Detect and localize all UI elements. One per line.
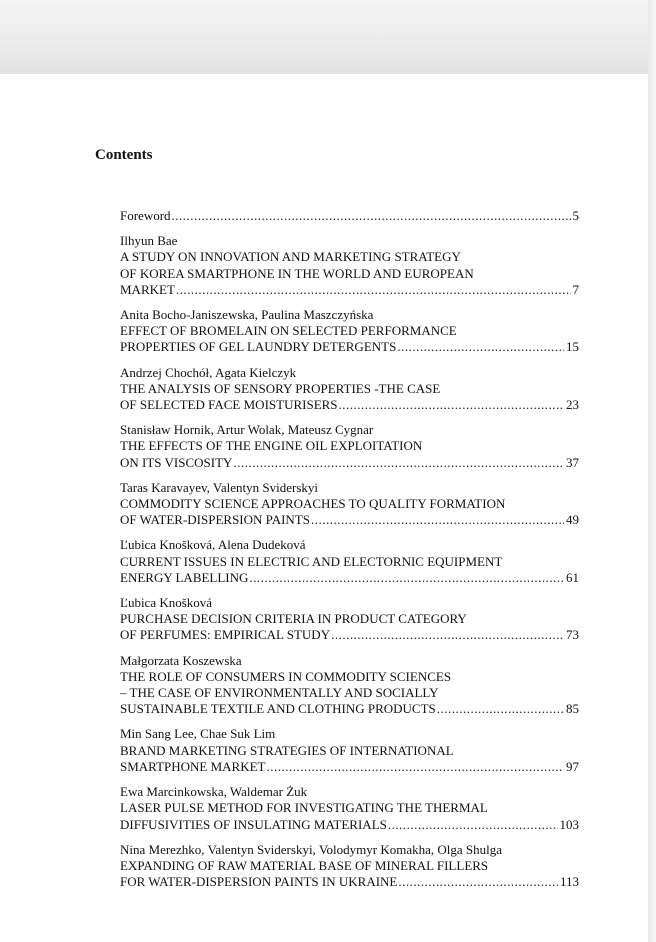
toc-entry-title-line: PURCHASE DECISION CRITERIA IN PRODUCT CATEGORY — [120, 611, 467, 627]
toc-entry-authors: Małgorzata Koszewska — [120, 652, 242, 668]
toc-entry-title-last-line — [120, 339, 579, 355]
toc-entry-title-line: A STUDY ON INNOVATION AND MARKETING STRATEGY — [120, 249, 461, 265]
contents-heading: Contents — [95, 147, 153, 163]
toc-entry-authors: Taras Karavayev, Valentyn Sviderskyi — [120, 479, 319, 495]
toc-entry[interactable] — [120, 595, 579, 644]
toc-entry-authors: Ľubica Knošková, Alena Dudeková — [120, 537, 306, 553]
dot-leader — [388, 817, 558, 833]
toc-entry-title-line: THE EFFECTS OF THE ENGINE OIL EXPLOITATION — [120, 438, 423, 454]
toc-entry-authors: Ewa Marcinkowska, Waldemar Żuk — [120, 784, 308, 800]
toc-foreword-page: 5 — [572, 208, 579, 223]
dot-leader — [397, 339, 564, 355]
toc-entry-title-last-line — [120, 759, 579, 775]
toc-entry-page-number: 103 — [559, 816, 579, 832]
dot-leader — [266, 759, 564, 775]
dot-leader — [233, 455, 564, 471]
toc-entry-page-number: 85 — [566, 701, 579, 717]
toc-entry-page-number: 73 — [566, 627, 579, 643]
toc-entry-page-number: 37 — [566, 454, 579, 470]
toc-entry-page-number: 61 — [566, 569, 579, 585]
toc-entry-title-line: COMMODITY SCIENCE APPROACHES TO QUALITY FORMATION — [120, 496, 506, 512]
toc-entry-title-line: OF KOREA SMARTPHONE IN THE WORLD AND EUROPEAN — [120, 265, 474, 281]
toc-foreword-line — [120, 208, 579, 224]
toc-entry-page-number: 15 — [566, 339, 579, 355]
toc-entry[interactable] — [120, 480, 579, 529]
toc-entry-title-line: THE ROLE OF CONSUMERS IN COMMODITY SCIENCES — [120, 668, 452, 684]
toc-entry[interactable] — [120, 726, 579, 775]
toc-entry-authors: Andrzej Chochół, Agata Kielczyk — [120, 364, 297, 380]
toc-entry-authors: Nina Merezhko, Valentyn Sviderskyi, Volodymyr Komakha, Olga Shulga — [120, 841, 503, 857]
toc-entry-foreword[interactable] — [120, 208, 579, 224]
toc-entry-title-line: THE ANALYSIS OF SENSORY PROPERTIES -THE CASE — [120, 380, 441, 396]
toc-entry-title-end: SUSTAINABLE TEXTILE AND CLOTHING PRODUCTS — [120, 701, 436, 717]
toc-entry-authors: Min Sang Lee, Chae Suk Lim — [120, 726, 276, 742]
toc-foreword-label: Foreword — [120, 208, 171, 223]
toc-entry-title-end: OF SELECTED FACE MOISTURISERS — [120, 397, 338, 413]
toc-entry-title-line: CURRENT ISSUES IN ELECTRIC AND ELECTORNIC EQUIPMENT — [120, 553, 503, 569]
toc-entry-title-end: MARKET — [120, 281, 175, 297]
toc-entry-title-line: LASER PULSE METHOD FOR INVESTIGATING THE THERMAL — [120, 800, 488, 816]
viewer-side-shadow — [648, 0, 656, 942]
toc-entry-title-end: OF WATER-DISPERSION PAINTS — [120, 512, 310, 528]
toc-entry-title-last-line — [120, 397, 579, 413]
toc-entry-page-number: 113 — [559, 874, 579, 890]
dot-leader — [311, 512, 564, 528]
toc-entry-title-last-line — [120, 817, 579, 833]
toc-entry-title-last-line — [120, 455, 579, 471]
toc-entry[interactable] — [120, 307, 579, 356]
toc-entry-title-line: EFFECT OF BROMELAIN ON SELECTED PERFORMANCE — [120, 323, 457, 339]
toc-entry-title-line: – THE CASE OF ENVIRONMENTALLY AND SOCIALLY — [120, 685, 439, 701]
toc-entry-page-number: 49 — [566, 512, 579, 528]
toc-entry-title-end: SMARTPHONE MARKET — [120, 758, 266, 774]
toc-entry-title-last-line — [120, 701, 579, 717]
toc-entry-title-end: DIFFUSIVITIES OF INSULATING MATERIALS — [120, 816, 387, 832]
toc-entry-title-last-line — [120, 627, 579, 643]
toc-entry[interactable] — [120, 784, 579, 833]
dot-leader — [331, 627, 564, 643]
dot-leader — [176, 282, 571, 298]
table-of-contents — [120, 208, 579, 890]
dot-leader — [339, 397, 564, 413]
dot-leader — [172, 208, 571, 224]
toc-entry-title-end: ON ITS VISCOSITY — [120, 454, 233, 470]
toc-entry-title-last-line — [120, 512, 579, 528]
toc-entry[interactable] — [120, 233, 579, 298]
toc-entry-title-line: EXPANDING OF RAW MATERIAL BASE OF MINERAL FILLERS — [120, 857, 489, 873]
dot-leader — [249, 570, 564, 586]
toc-entry-title-end: OF PERFUMES: EMPIRICAL STUDY — [120, 627, 331, 643]
toc-entry[interactable] — [120, 653, 579, 718]
toc-entry[interactable] — [120, 365, 579, 414]
toc-entry[interactable] — [120, 537, 579, 586]
toc-entry-page-number: 97 — [566, 758, 579, 774]
toc-entry-title-last-line — [120, 282, 579, 298]
toc-entry-page-number: 7 — [572, 281, 579, 297]
toc-entry-page-number: 23 — [566, 397, 579, 413]
toc-entry-title-line: BRAND MARKETING STRATEGIES OF INTERNATIONAL — [120, 742, 454, 758]
toc-entry-authors: Stanisław Hornik, Artur Wolak, Mateusz Cygnar — [120, 422, 374, 438]
dot-leader — [398, 874, 558, 890]
toc-entry[interactable] — [120, 422, 579, 471]
dot-leader — [437, 701, 564, 717]
toc-entry[interactable] — [120, 842, 579, 891]
toc-entry-authors: Ilhyun Bae — [120, 233, 178, 249]
viewer-top-bar — [0, 0, 649, 74]
toc-entry-title-end: FOR WATER-DISPERSION PAINTS IN UKRAINE — [120, 874, 398, 890]
toc-entry-title-last-line — [120, 874, 579, 890]
toc-entry-title-end: ENERGY LABELLING — [120, 569, 249, 585]
toc-entry-title-end: PROPERTIES OF GEL LAUNDRY DETERGENTS — [120, 339, 397, 355]
toc-entry-authors: Anita Bocho-Janiszewska, Paulina Maszczyńska — [120, 307, 374, 323]
toc-entry-title-last-line — [120, 570, 579, 586]
toc-entry-authors: Ľubica Knošková — [120, 595, 213, 611]
